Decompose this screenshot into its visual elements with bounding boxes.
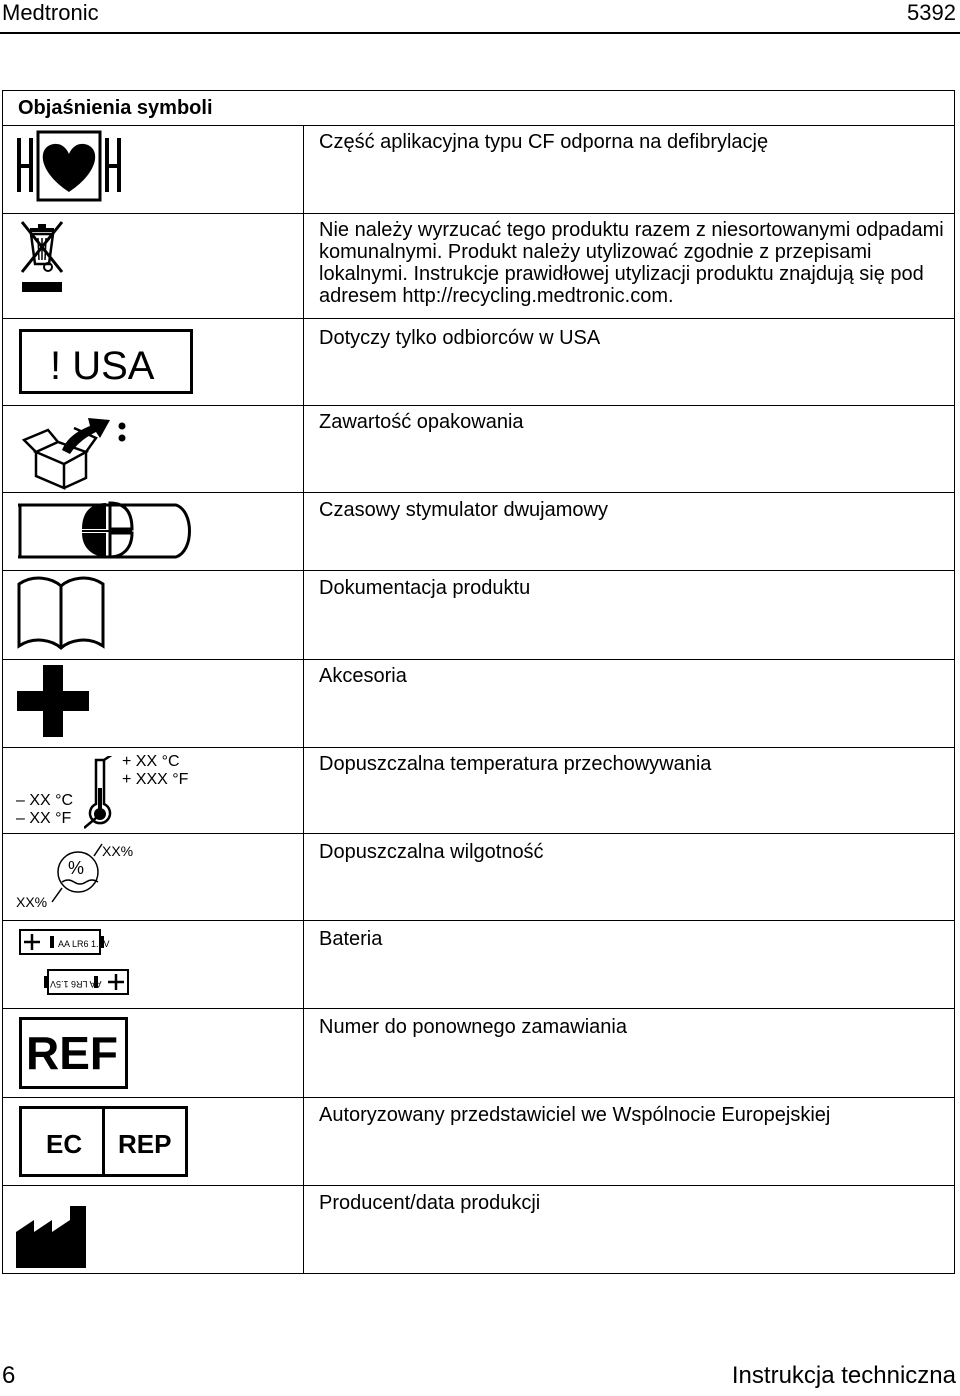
row-description: Bateria (319, 928, 383, 950)
rep-label: REP (118, 1129, 172, 1159)
row-divider (2, 1185, 954, 1186)
temp-upper-c: + XX °C (122, 753, 180, 770)
row-description: Numer do ponownego zamawiania (319, 1016, 627, 1038)
weee-bin-icon (18, 218, 66, 294)
row-description: Czasowy stymulator dwujamowy (319, 499, 608, 521)
row-divider (2, 318, 954, 319)
usa-only-icon (19, 329, 193, 394)
row-divider (2, 833, 954, 834)
row-description: Część aplikacyjna typu CF odporna na defibrylację (319, 131, 769, 153)
row-description: Zawartość opakowania (319, 411, 524, 433)
row-divider (2, 570, 954, 571)
temp-upper-f: + XXX °F (122, 771, 189, 788)
table-title: Objaśnienia symboli (18, 97, 213, 119)
product-documentation-icon (16, 576, 106, 654)
row-divider (2, 920, 954, 921)
temp-lower-f: – XX °F (16, 810, 72, 827)
model-number: 5392 (907, 0, 956, 25)
row-divider (2, 213, 954, 214)
row-description: Producent/data produkcji (319, 1192, 541, 1214)
row-divider (2, 1008, 954, 1009)
accessories-plus-icon (17, 665, 89, 737)
battery-label-inverted: AA LR6 1.5V (50, 979, 102, 989)
manufacturer-factory-icon (16, 1206, 92, 1268)
ec-rep-icon (19, 1106, 188, 1177)
page-number: 6 (2, 1362, 16, 1389)
row-divider (2, 492, 954, 493)
ref-icon (19, 1017, 128, 1089)
row-divider (2, 125, 954, 126)
dual-chamber-pacemaker-icon (16, 499, 196, 563)
ec-rep-divider (102, 1109, 105, 1174)
row-description: Dokumentacja produktu (319, 577, 531, 599)
document-type: Instrukcja techniczna (731, 1362, 956, 1389)
row-divider (2, 1097, 954, 1098)
temperature-limit-icon (84, 756, 118, 830)
column-divider (303, 126, 304, 1273)
humidity-percent-sign: % (68, 858, 85, 878)
humidity-lower: XX% (16, 894, 48, 910)
package-contents-icon (22, 410, 132, 490)
ref-label: REF (26, 1027, 118, 1079)
row-divider (2, 659, 954, 660)
defibrillation-proof-cf-icon (16, 130, 124, 208)
row-description: Dotyczy tylko odbiorców w USA (319, 327, 601, 349)
ec-label: EC (46, 1129, 83, 1159)
row-divider (2, 747, 954, 748)
row-description: Dopuszczalna wilgotność (319, 841, 544, 863)
row-description: Nie należy wyrzucać tego produktu razem z niesortowanymi odpadami komunalnymi. Produkt należy utylizować zgodnie z przepisami lokalnymi. Instrukcje prawidłowej utylizacji produktu znajdują się pod adresem http://recycling.medtronic.com. (319, 219, 944, 307)
humidity-upper: XX% (102, 843, 134, 859)
row-description: Autoryzowany przedstawiciel we Wspólnocie Europejskiej (319, 1104, 831, 1126)
brand-name: Medtronic (2, 0, 99, 25)
battery-label: AA LR6 1.5V (58, 939, 110, 949)
row-divider (2, 405, 954, 406)
row-description: Dopuszczalna temperatura przechowywania (319, 753, 712, 775)
row-description: Akcesoria (319, 665, 407, 687)
temp-lower-c: – XX °C (16, 792, 74, 809)
usa-only-label: ! USA (50, 344, 155, 388)
header-rule (0, 32, 960, 34)
